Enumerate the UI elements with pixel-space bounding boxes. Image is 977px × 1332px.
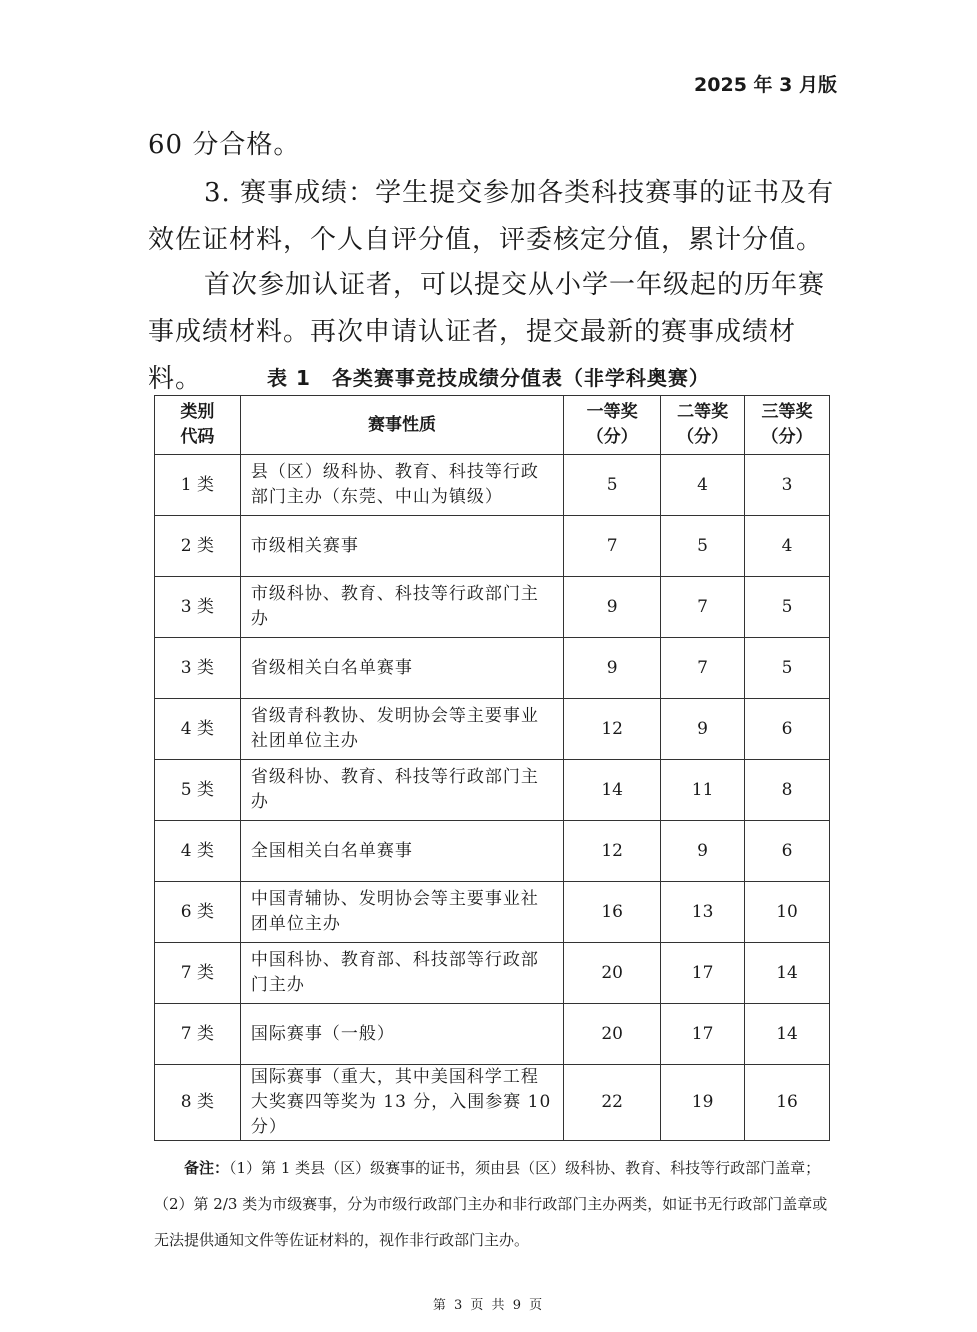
cell-third-prize: 16 <box>745 1065 830 1141</box>
cell-first-prize: 16 <box>564 882 661 943</box>
table-title: 表 1 各类赛事竞技成绩分值表（非学科奥赛） <box>267 366 710 390</box>
cell-second-prize: 7 <box>661 638 745 699</box>
cell-nature: 中国青辅协、发明协会等主要事业社团单位主办 <box>240 882 563 943</box>
header-first-prize-line2: （分） <box>586 427 638 447</box>
cell-second-prize: 19 <box>661 1065 745 1141</box>
cell-code: 7 类 <box>155 943 241 1004</box>
cell-third-prize: 8 <box>745 760 830 821</box>
cell-code: 7 类 <box>155 1004 241 1065</box>
cell-second-prize: 4 <box>661 455 745 516</box>
cell-third-prize: 5 <box>745 577 830 638</box>
header-third-prize-line1: 三等奖 <box>761 402 813 422</box>
cell-second-prize: 13 <box>661 882 745 943</box>
table-notes <box>154 1150 830 1258</box>
paragraph-competition-results: 3. 赛事成绩：学生提交参加各类科技赛事的证书及有效佐证材料，个人自评分值，评委核定分值，累计分值。 <box>148 178 835 255</box>
cell-third-prize: 5 <box>745 638 830 699</box>
cell-first-prize: 5 <box>564 455 661 516</box>
cell-first-prize: 14 <box>564 760 661 821</box>
cell-code: 8 类 <box>155 1065 241 1141</box>
header-category-code <box>155 396 241 455</box>
cell-nature: 市级相关赛事 <box>240 516 563 577</box>
table-row <box>155 821 830 882</box>
table-row <box>155 577 830 638</box>
cell-nature: 国际赛事（重大，其中美国科学工程大奖赛四等奖为 13 分，入围参赛 10 分） <box>240 1065 563 1141</box>
header-second-prize-line1: 二等奖 <box>677 402 729 422</box>
cell-first-prize: 20 <box>564 1004 661 1065</box>
cell-third-prize: 10 <box>745 882 830 943</box>
paragraph-first-application: 首次参加认证者，可以提交从小学一年级起的历年赛事成绩材料。再次申请认证者，提交最新的赛事成绩材料。 <box>148 270 826 394</box>
cell-nature: 全国相关白名单赛事 <box>240 821 563 882</box>
cell-third-prize: 4 <box>745 516 830 577</box>
cell-nature: 县（区）级科协、教育、科技等行政部门主办（东莞、中山为镇级） <box>240 455 563 516</box>
cell-nature: 省级青科教协、发明协会等主要事业社团单位主办 <box>240 699 563 760</box>
header-category-code-line2: 代码 <box>180 427 215 447</box>
cell-nature: 省级科协、教育、科技等行政部门主办 <box>240 760 563 821</box>
table-row <box>155 760 830 821</box>
cell-code: 4 类 <box>155 699 241 760</box>
header-third-prize <box>745 396 830 455</box>
cell-first-prize: 7 <box>564 516 661 577</box>
table-row <box>155 882 830 943</box>
cell-nature: 中国科协、教育部、科技部等行政部门主办 <box>240 943 563 1004</box>
cell-third-prize: 14 <box>745 1004 830 1065</box>
page-footer: 第 3 页 共 9 页 <box>432 1298 545 1313</box>
cell-first-prize: 12 <box>564 821 661 882</box>
table-row <box>155 516 830 577</box>
cell-third-prize: 3 <box>745 455 830 516</box>
score-table <box>154 395 830 1141</box>
cell-code: 1 类 <box>155 455 241 516</box>
notes-text: （1）第 1 类县（区）级赛事的证书，须由县（区）级科协、教育、科技等行政部门盖章；（2）第 2/3 类为市级赛事，分为市级行政部门主办和非行政部门主办两类，如证书无行政部门盖章或无法提供通知文件等佐证材料的，视作非行政部门主办。 <box>154 1159 828 1249</box>
header-second-prize <box>661 396 745 455</box>
cell-second-prize: 17 <box>661 943 745 1004</box>
header-nature <box>240 396 563 455</box>
cell-first-prize: 12 <box>564 699 661 760</box>
cell-third-prize: 14 <box>745 943 830 1004</box>
table-row <box>155 455 830 516</box>
table-row <box>155 1004 830 1065</box>
cell-first-prize: 20 <box>564 943 661 1004</box>
header-category-code-line1: 类别 <box>180 402 215 422</box>
cell-second-prize: 11 <box>661 760 745 821</box>
header-nature-label: 赛事性质 <box>368 414 437 435</box>
table-row <box>155 1065 830 1141</box>
table-row <box>155 943 830 1004</box>
cell-second-prize: 7 <box>661 577 745 638</box>
cell-third-prize: 6 <box>745 699 830 760</box>
cell-first-prize: 9 <box>564 638 661 699</box>
header-third-prize-line2: （分） <box>761 427 813 447</box>
cell-nature: 国际赛事（一般） <box>240 1004 563 1065</box>
cell-code: 2 类 <box>155 516 241 577</box>
notes-label: 备注： <box>184 1159 230 1177</box>
cell-second-prize: 9 <box>661 821 745 882</box>
header-first-prize <box>564 396 661 455</box>
cell-code: 3 类 <box>155 577 241 638</box>
cell-code: 3 类 <box>155 638 241 699</box>
cell-nature: 市级科协、教育、科技等行政部门主办 <box>240 577 563 638</box>
cell-first-prize: 22 <box>564 1065 661 1141</box>
header-first-prize-line1: 一等奖 <box>586 402 638 422</box>
version-label: 2025 年 3 月版 <box>694 74 837 96</box>
cell-code: 4 类 <box>155 821 241 882</box>
cell-third-prize: 6 <box>745 821 830 882</box>
cell-code: 6 类 <box>155 882 241 943</box>
cell-second-prize: 9 <box>661 699 745 760</box>
cell-second-prize: 5 <box>661 516 745 577</box>
paragraph-pass-score: 60 分合格。 <box>148 130 301 160</box>
cell-nature: 省级相关白名单赛事 <box>240 638 563 699</box>
table-header-row <box>155 396 830 455</box>
cell-code: 5 类 <box>155 760 241 821</box>
cell-first-prize: 9 <box>564 577 661 638</box>
table-row <box>155 638 830 699</box>
cell-second-prize: 17 <box>661 1004 745 1065</box>
header-second-prize-line2: （分） <box>677 427 729 447</box>
table-row <box>155 699 830 760</box>
